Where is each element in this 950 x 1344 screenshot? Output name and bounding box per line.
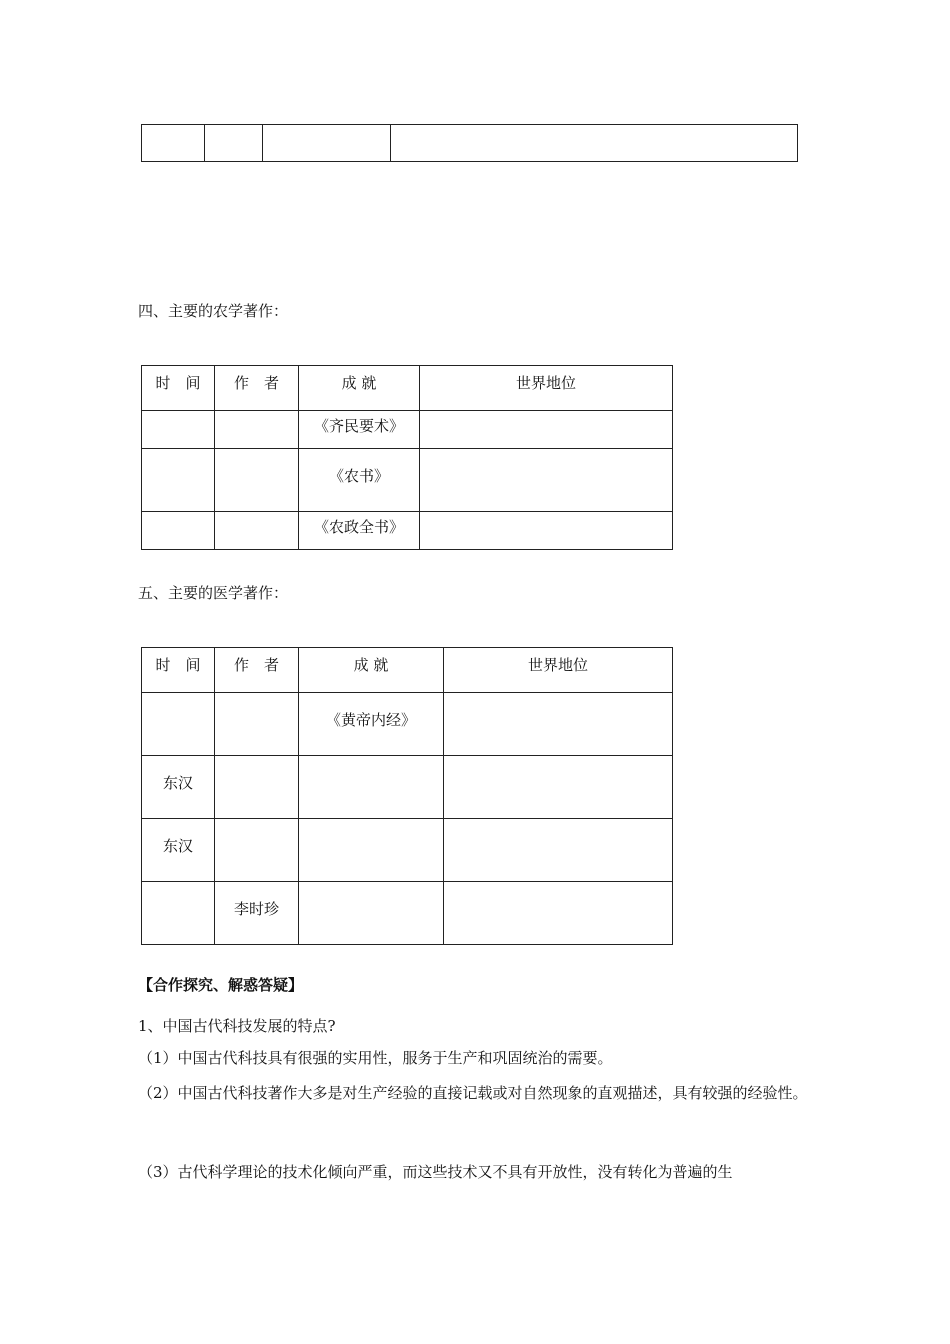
table-row <box>142 882 673 945</box>
table-cell <box>142 125 205 162</box>
table-row <box>142 693 673 756</box>
cell-time <box>142 449 215 512</box>
cell-author <box>215 756 299 819</box>
cell-status <box>420 449 673 512</box>
cell-status <box>420 411 673 449</box>
cell-work: 《农书》 <box>299 449 420 512</box>
med-heading: 五、主要的医学著作： <box>138 584 289 602</box>
cell-work <box>299 756 444 819</box>
table-row <box>142 756 673 819</box>
header-work: 成 就 <box>299 366 420 411</box>
med-table <box>141 647 673 945</box>
table-cell <box>263 125 391 162</box>
cell-author <box>215 411 299 449</box>
table-row <box>142 512 673 550</box>
cell-status <box>444 882 673 945</box>
cell-status <box>444 756 673 819</box>
explore-title: 【合作探究、解惑答疑】 <box>138 976 304 994</box>
cell-work <box>299 882 444 945</box>
cell-work: 《黄帝内经》 <box>299 693 444 756</box>
cell-work: 《农政全书》 <box>299 512 420 550</box>
table-row <box>142 449 673 512</box>
header-status: 世界地位 <box>420 366 673 411</box>
header-work: 成 就 <box>299 648 444 693</box>
cell-author <box>215 819 299 882</box>
table-cell <box>205 125 263 162</box>
cell-status <box>444 819 673 882</box>
explore-question: 1、中国古代科技发展的特点? <box>138 1017 336 1035</box>
cell-time <box>142 693 215 756</box>
cell-author: 李时珍 <box>215 882 299 945</box>
table-row <box>142 819 673 882</box>
table-cell <box>391 125 798 162</box>
agri-table <box>141 365 673 550</box>
cell-status <box>420 512 673 550</box>
header-time: 时 间 <box>142 648 215 693</box>
table-header-row <box>142 366 673 411</box>
explore-point-1: （1）中国古代科技具有很强的实用性，服务于生产和巩固统治的需要。 <box>138 1049 613 1067</box>
header-status: 世界地位 <box>444 648 673 693</box>
agri-heading: 四、主要的农学著作： <box>138 302 289 320</box>
header-time: 时 间 <box>142 366 215 411</box>
table-header-row <box>142 648 673 693</box>
top-partial-table <box>141 124 798 162</box>
header-author: 作 者 <box>215 366 299 411</box>
explore-point-3: （3）古代科学理论的技术化倾向严重，而这些技术又不具有开放性，没有转化为普遍的生 <box>138 1163 733 1181</box>
cell-work: 《齐民要术》 <box>299 411 420 449</box>
cell-time <box>142 882 215 945</box>
cell-time: 东汉 <box>142 756 215 819</box>
cell-status <box>444 693 673 756</box>
table-row <box>142 411 673 449</box>
cell-time <box>142 512 215 550</box>
cell-time <box>142 411 215 449</box>
header-author: 作 者 <box>215 648 299 693</box>
cell-work <box>299 819 444 882</box>
cell-time: 东汉 <box>142 819 215 882</box>
table-row <box>142 125 798 162</box>
cell-author <box>215 512 299 550</box>
cell-author <box>215 449 299 512</box>
explore-point-2: （2）中国古代科技著作大多是对生产经验的直接记载或对自然现象的直观描述，具有较强的经验性。 <box>138 1084 808 1102</box>
cell-author <box>215 693 299 756</box>
